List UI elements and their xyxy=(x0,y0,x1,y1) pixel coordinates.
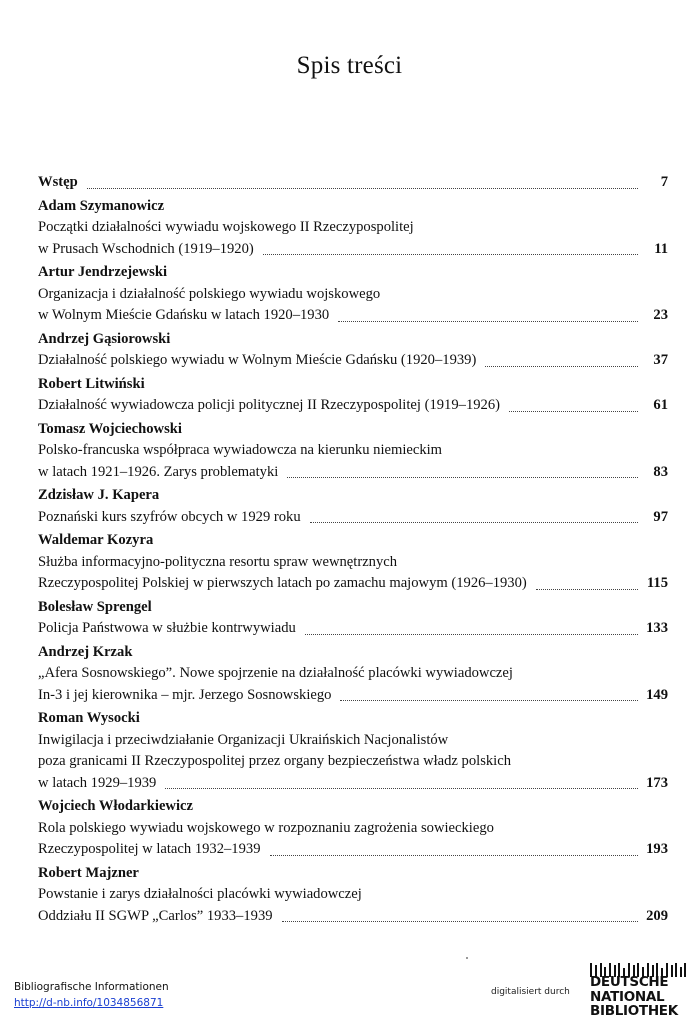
toc-title-text: Początki działalności wywiadu wojskowego II Rzeczypospolitej xyxy=(38,219,414,235)
dnb-logo-line: NATIONAL xyxy=(590,988,665,1005)
toc-page-number: 37 xyxy=(653,352,668,368)
dnb-logo-line: DEUTSCHE xyxy=(590,974,669,990)
digitized-by-label: digitalisiert durch xyxy=(491,987,570,997)
toc-entry xyxy=(38,796,668,861)
toc-title-text: w latach 1921–1926. Zarys problematyki xyxy=(38,463,279,480)
toc-title-line xyxy=(38,440,668,462)
toc-author: Waldemar Kozyra xyxy=(38,532,154,548)
toc-title-line-with-page xyxy=(38,350,668,372)
toc-title-text: Służba informacyjno-polityczna resortu spraw wewnętrznych xyxy=(38,553,398,570)
toc-entry xyxy=(38,374,668,417)
toc-author: Andrzej Krzak xyxy=(38,643,133,660)
bibliographic-info-label: Bibliografische Informationen xyxy=(14,981,169,993)
toc-title-text: „Afera Sosnowskiego”. Nowe spojrzenie na działalność placówki wywiadowczej xyxy=(38,665,513,681)
toc-title-text: Policja Państwowa w służbie kontrwywiadu xyxy=(38,620,296,636)
toc-leader-dots xyxy=(338,321,638,322)
toc-page-number: 173 xyxy=(646,774,668,791)
toc-page-number: 115 xyxy=(646,575,668,591)
toc-entry xyxy=(38,262,668,327)
toc-page-number: 23 xyxy=(653,307,668,323)
toc-title-line-with-page xyxy=(38,305,668,327)
toc-leader-dots xyxy=(509,411,638,412)
toc-entry xyxy=(38,708,668,794)
table-of-contents xyxy=(38,172,668,927)
toc-leader-dots xyxy=(87,188,638,189)
toc-entry xyxy=(38,530,668,595)
toc-leader-dots xyxy=(485,366,638,367)
toc-leader-dots xyxy=(310,522,638,523)
toc-title-text: poza granicami II Rzeczypospolitej przez organy bezpieczeństwa władz polskich xyxy=(38,753,512,769)
dnb-logo xyxy=(590,963,690,1021)
toc-page-number: 61 xyxy=(653,397,668,413)
toc-title-text: Wstęp xyxy=(38,174,78,190)
toc-entry xyxy=(38,329,668,372)
toc-entry xyxy=(38,863,668,928)
toc-author: Artur Jendrzejewski xyxy=(38,264,168,280)
toc-entry xyxy=(38,597,668,640)
toc-page-number: 83 xyxy=(653,463,668,480)
toc-title-line-with-page xyxy=(38,395,668,417)
toc-title-line-with-page xyxy=(38,906,668,928)
toc-leader-dots xyxy=(340,700,638,701)
dnb-logo-text xyxy=(590,975,690,1019)
toc-title-line xyxy=(38,663,668,685)
toc-title-line-with-page xyxy=(38,685,668,707)
toc-entry xyxy=(38,172,668,194)
toc-page-number: 7 xyxy=(660,174,668,190)
toc-title-text: Rola polskiego wywiadu wojskowego w rozpoznaniu zagrożenia sowieckiego xyxy=(38,819,494,836)
toc-leader-dots xyxy=(536,589,638,590)
toc-author: Tomasz Wojciechowski xyxy=(38,420,182,437)
bibliographic-info-link[interactable]: http://d-nb.info/1034856871 xyxy=(14,997,164,1009)
toc-page-number: 149 xyxy=(646,686,668,703)
toc-page-number: 133 xyxy=(646,620,668,636)
toc-leader-dots xyxy=(263,254,638,255)
toc-title-line xyxy=(38,751,668,773)
toc-title-text: Działalność wywiadowcza policji politycznej II Rzeczypospolitej (1919–1926) xyxy=(38,397,500,413)
toc-title-line-with-page xyxy=(38,462,668,484)
toc-title-line-with-page xyxy=(38,172,668,194)
toc-title-line xyxy=(38,730,668,752)
toc-leader-dots xyxy=(282,921,638,922)
toc-title-text: Działalność polskiego wywiadu w Wolnym Mieście Gdańsku (1920–1939) xyxy=(38,352,477,368)
dnb-logo-line: BIBLIOTHEK xyxy=(590,1003,678,1019)
toc-page-number: 193 xyxy=(646,841,668,857)
toc-author: Andrzej Gąsiorowski xyxy=(38,330,171,347)
toc-title-line-with-page xyxy=(38,573,668,595)
toc-title-text: Oddziału II SGWP „Carlos” 1933–1939 xyxy=(38,907,273,924)
toc-title-line-with-page xyxy=(38,773,668,795)
toc-page-number: 209 xyxy=(646,907,668,924)
toc-title-line xyxy=(38,884,668,906)
toc-title-text: w latach 1929–1939 xyxy=(38,774,157,791)
toc-title-text: Inwigilacja i przeciwdziałanie Organizacji Ukraińskich Nacjonalistów xyxy=(38,731,449,748)
toc-title-line xyxy=(38,818,668,840)
toc-title-line-with-page xyxy=(38,507,668,529)
toc-author: Adam Szymanowicz xyxy=(38,197,165,214)
bibliographic-info xyxy=(14,979,169,1011)
toc-author: Robert Litwiński xyxy=(38,375,145,392)
toc-author: Bolesław Sprengel xyxy=(38,598,152,615)
toc-leader-dots xyxy=(305,634,638,635)
toc-entry xyxy=(38,419,668,484)
toc-title-text: Powstanie i zarys działalności placówki wywiadowczej xyxy=(38,886,362,902)
toc-title-text: w Prusach Wschodnich (1919–1920) xyxy=(38,240,254,257)
toc-title-line xyxy=(38,217,668,239)
toc-title-text: In-3 i jej kierownika – mjr. Jerzego Sosnowskiego xyxy=(38,686,332,703)
toc-author: Zdzisław J. Kapera xyxy=(38,487,160,503)
toc-title-text: Rzeczypospolitej w latach 1932–1939 xyxy=(38,841,261,857)
toc-leader-dots xyxy=(270,855,639,856)
toc-leader-dots xyxy=(165,788,638,789)
toc-page-number: 97 xyxy=(653,508,668,525)
toc-title-line xyxy=(38,552,668,574)
toc-title-line-with-page xyxy=(38,839,668,861)
toc-page-number: 11 xyxy=(654,240,668,257)
toc-title-line xyxy=(38,284,668,306)
toc-title-line-with-page xyxy=(38,239,668,261)
page-title: Spis treści xyxy=(296,52,403,79)
toc-title-text: Organizacja i działalność polskiego wywiadu wojskowego xyxy=(38,285,381,302)
toc-author: Wojciech Włodarkiewicz xyxy=(38,798,193,814)
toc-title-text: Poznański kurs szyfrów obcych w 1929 roku xyxy=(38,508,301,525)
toc-title-text: Polsko-francuska współpraca wywiadowcza na kierunku niemieckim xyxy=(38,442,443,458)
toc-title-text: w Wolnym Mieście Gdańsku w latach 1920–1930 xyxy=(38,307,330,323)
toc-leader-dots xyxy=(287,477,638,478)
toc-title-line-with-page xyxy=(38,618,668,640)
toc-entry xyxy=(38,485,668,528)
scan-speck xyxy=(466,957,468,959)
toc-entry xyxy=(38,642,668,707)
toc-title-text: Rzeczypospolitej Polskiej w pierwszych latach po zamachu majowym (1926–1930) xyxy=(38,575,527,591)
toc-entry xyxy=(38,196,668,261)
toc-author: Robert Majzner xyxy=(38,864,139,881)
toc-author: Roman Wysocki xyxy=(38,710,140,726)
